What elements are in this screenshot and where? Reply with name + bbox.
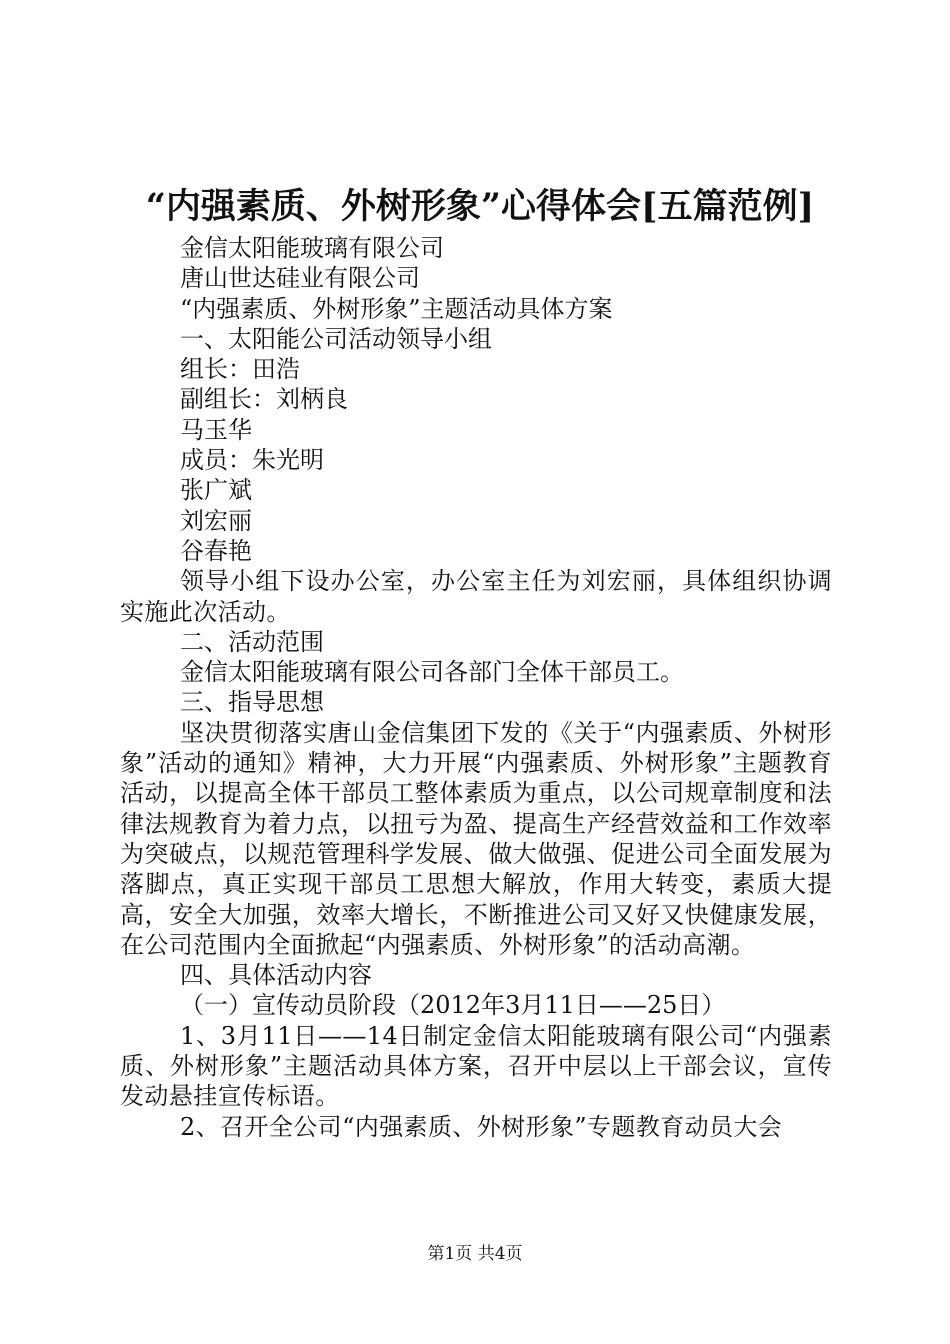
document-title: “内强素质、外树形象”心得体会[五篇范例] <box>145 186 815 227</box>
company-name-1: 金信太阳能玻璃有限公司 <box>180 234 444 262</box>
section-heading-2: 二、活动范围 <box>180 627 324 656</box>
company-name-2: 唐山世达硅业有限公司 <box>180 264 420 293</box>
section-heading-4: 四、具体活动内容 <box>180 961 372 990</box>
member-line-4: 谷春艳 <box>180 536 252 565</box>
office-paragraph: 领导小组下设办公室，办公室主任为刘宏丽，具体组织协调实施此次活动。 <box>120 567 832 626</box>
member-line-2: 张广斌 <box>180 476 252 505</box>
document-body <box>120 233 832 1142</box>
phase-heading-1: （一）宣传动员阶段（2012年3月11日——25日） <box>180 991 726 1020</box>
item-paragraph-2: 2、召开全公司“内强素质、外树形象”专题教育动员大会 <box>180 1112 783 1141</box>
leader-line: 组长：田浩 <box>180 355 300 384</box>
member-line-1: 成员：朱光明 <box>180 446 324 475</box>
scope-line: 金信太阳能玻璃有限公司各部门全体干部员工。 <box>180 658 684 687</box>
page-footer: 第1页 共4页 <box>427 1244 523 1264</box>
member-line-3: 刘宏丽 <box>180 506 252 535</box>
vice-leader-line-2: 马玉华 <box>180 415 252 444</box>
item-paragraph-1: 1、3月11日——14日制定金信太阳能玻璃有限公司“内强素质、外树形象”主题活动具体方案，召开中层以上干部会议，宣传发动悬挂宣传标语。 <box>120 1021 832 1111</box>
guiding-paragraph: 坚决贯彻落实唐山金信集团下发的《关于“内强素质、外树形象”活动的通知》精神，大力开展“内强素质、外树形象”主题教育活动，以提高全体干部员工整体素质为重点，以公司规章制度和法律法规教育为着力点，以扭亏为盈、提高生产经营效益和工作效率为突破点，以规范管理科学发展、做大做强、促进公司全面发展为落脚点，真正实现干部员工思想大解放，作用大转变，素质大提高，安全大加强，效率大增长，不断推进公司又好又快健康发展，在公司范围内全面掀起“内强素质、外树形象”的活动高潮。 <box>120 718 832 959</box>
plan-title: “内强素质、外树形象”主题活动具体方案 <box>180 294 613 323</box>
vice-leader-line: 副组长：刘柄良 <box>180 385 348 414</box>
section-heading-1: 一、太阳能公司活动领导小组 <box>180 324 492 353</box>
section-heading-3: 三、指导思想 <box>180 688 324 717</box>
